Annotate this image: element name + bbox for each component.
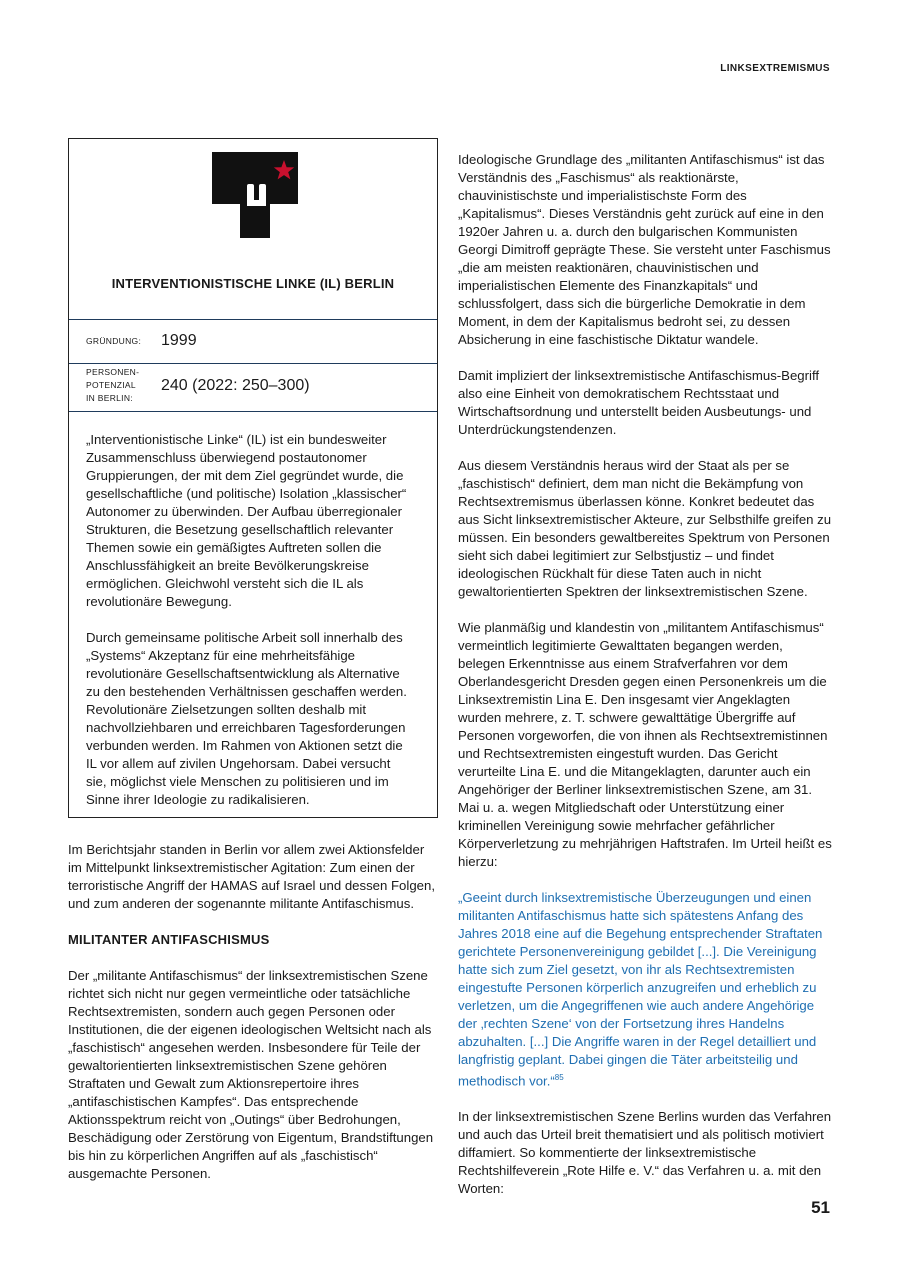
il-logo-icon: [212, 152, 298, 238]
left-column: [68, 841, 440, 1201]
court-quote: „Geeint durch linksextremistische Überzeugungen und einen militanten Antifaschismus hatte sich spätestens Anfang des Jahres 2018 eine auf die Begehung entsprechender Straftaten gerichtete Personenvereinigung gebildet [...]. Die Vereinigung hatte sich zum Ziel gesetzt, von ihr als Rechtsextremisten eingestufte Personen körperlich anzugreifen und erheblich zu verletzen, um die Angegriffenen wie auch andere Angehörige der ‚rechten Szene‘ von der Fortsetzung ihres Handelns abzuhalten. [...] Die Angriffe waren in der Regel detailliert und langfristig geplant. Dabei gingen die Täter arbeitsteilig und methodisch vor.“$^{85}$: [458, 890, 823, 1089]
org-title: INTERVENTIONISTISCHE LINKE (IL) BERLIN: [111, 276, 395, 291]
paragraph: Ideologische Grundlage des „militanten Antifaschismus“ ist das Verständnis des „Faschismus“ als reaktionärste, chauvinistischste und imperialistischste Form des „Kapitalismus“. Dieses Verständnis geht zurück auf eine in den 1920er Jahren u. a. durch den bulgarischen Kommunisten Georgi Dimitroff geprägte These. Sie versteht unter Faschismus „die am meisten reaktionären, chauvinistischen und imperialistischen Elemente des Finanzkapitals“ und schlussfolgert, dass sich die bürgerliche Demokratie in dem Moment, in dem der Kapitalismus bedroht sei, zu dessen Absicherung in eine faschistische Diktatur wandele.: [458, 152, 831, 347]
intro-paragraph: Im Berichtsjahr standen in Berlin vor allem zwei Aktionsfelder im Mittelpunkt linksextremistischer Agitation: Zum einen der terroristische Angriff der HAMAS auf Israel und dessen Folgen, und zum anderen der sogenannte militante Antifaschismus.: [68, 842, 435, 911]
info-box-text: [69, 412, 437, 809]
closing-paragraph: In der linksextremistischen Szene Berlins wurden das Verfahren und auch das Urteil breit thematisiert und als politisch motiviert diffamiert. So kommentierte der linksextremistische Rechtshilfeverein „Rote Hilfe e. V.“ das Verfahren u. a. mit den Worten:: [458, 1109, 832, 1197]
info-box-header: [69, 139, 437, 320]
section-heading: MILITANTER ANTIFASCHISMUS: [68, 932, 270, 947]
paragraph: Der „militante Antifaschismus“ der linksextremistischen Szene richtet sich nicht nur gegen vermeintliche oder tatsächliche Rechtsextremisten, sondern auch gegen Personen oder Institutionen, die der eigenen ideologischen Weltsicht nach als „faschistisch“ angesehen werden. Insbesondere für Teile der gewaltorientierten linksextremistischen Szene gehören Straftaten und Gewalt zum Aktionsrepertoire ihres „antifaschistischen Kampfes“. Das entsprechende Aktionsspektrum reicht von „Outings“ über Bedrohungen, Beschädigung oder Zerstörung von Eigentum, Brandstiftungen bis hin zu körperlichen Angriffen auf als „faschistisch“ ausgemachte Personen.: [68, 968, 434, 1181]
potential-label: PERSONEN- POTENZIAL IN BERLIN:: [86, 367, 140, 403]
founding-value: 1999: [161, 332, 197, 349]
section-header: LINKSEXTREMISMUS: [720, 63, 830, 74]
paragraph: Durch gemeinsame politische Arbeit soll innerhalb des „Systems“ Akzeptanz für eine mehrheitsfähige revolutionäre Gesellschaftsentwicklung als Alternative zu den bestehenden Verhältnissen geschaffen werden. Revolutionäre Zielsetzungen sollten deshalb mit nachvollziehbaren und erreichbaren Tagesforderungen verbunden werden. Im Rahmen von Aktionen setzt die IL vor allem auf zivilen Ungehorsam. Dabei versucht sie, möglichst viele Menschen zu politisieren und im Sinne ihrer Ideologie zu radikalisieren.: [86, 630, 407, 807]
paragraph: „Interventionistische Linke“ (IL) ist ein bundesweiter Zusammenschluss überwiegend postautonomer Gruppierungen, der mit dem Ziel gegründet wurde, die gesellschaftliche (und politische) Isolation „klassischer“ Autonomer zu überwinden. Der Aufbau überregionaler Strukturen, die Besetzung gesellschaftlich relevanter Themen sowie ein gemäßigtes Auftreten sollen die Anschlussfähigkeit an breite Bevölkerungskreise ermöglichen. Gleichwohl versteht sich die IL als revolutionäre Bewegung.: [86, 432, 407, 609]
footnote-ref[interactable]: 85: [554, 1073, 564, 1082]
paragraph: Aus diesem Verständnis heraus wird der Staat als per se „faschistisch“ definiert, dem man nicht die Bekämpfung von Rechtsextremismus überlassen könne. Konkret bedeutet das aus Sicht linksextremistischer Akteure, zur Selbsthilfe greifen zu müssen. Ein besonders gewaltbereites Spektrum von Personen sieht sich dabei legitimiert zur Selbstjustiz – und findet ideologischen Rückhalt für diese Taten auch in nicht gewaltorientierten Spektren der linksextremistischen Szene.: [458, 458, 832, 599]
founding-row: [69, 320, 437, 364]
potential-row: [69, 364, 437, 412]
potential-value: 240 (2022: 250–300): [161, 377, 310, 394]
right-column: [458, 151, 832, 1216]
page-number: 51: [811, 1198, 830, 1217]
paragraph: Damit impliziert der linksextremistische Antifaschismus-Begriff also eine Einheit von demokratischem Rechtsstaat und Wirtschaftsordnung und unterstellt beiden Ausbeutungs- und Unterdrückungstendenzen.: [458, 368, 820, 437]
info-box: [68, 138, 438, 818]
paragraph: Wie planmäßig und klandestin von „militantem Antifaschismus“ vermeintlich legitimierte Gewalttaten begangen werden, belegen Erkenntnisse aus einem Strafverfahren vor dem Oberlandesgericht Dresden gegen einen Personenkreis um die Linksextremistin Lina E. Den insgesamt vier Angeklagten wurden mehrere, z. T. schwere gewalttätige Übergriffe auf Personen vorgeworfen, die von ihnen als Rechtsextremistinnen und Rechtsextremisten eingestuft wurden. Das Gericht verurteilte Lina E. und die Mitangeklagten, darunter auch ein Angehöriger der Berliner linksextremistischen Szene, am 31. Mai u. a. wegen Mitgliedschaft oder Unterstützung einer kriminellen Vereinigung sowie mehrfacher gefährlicher Körperverletzung zu mehrjährigen Haftstrafen. Im Urteil heißt es hierzu:: [458, 620, 832, 869]
founding-label: GRÜNDUNG:: [86, 336, 142, 346]
